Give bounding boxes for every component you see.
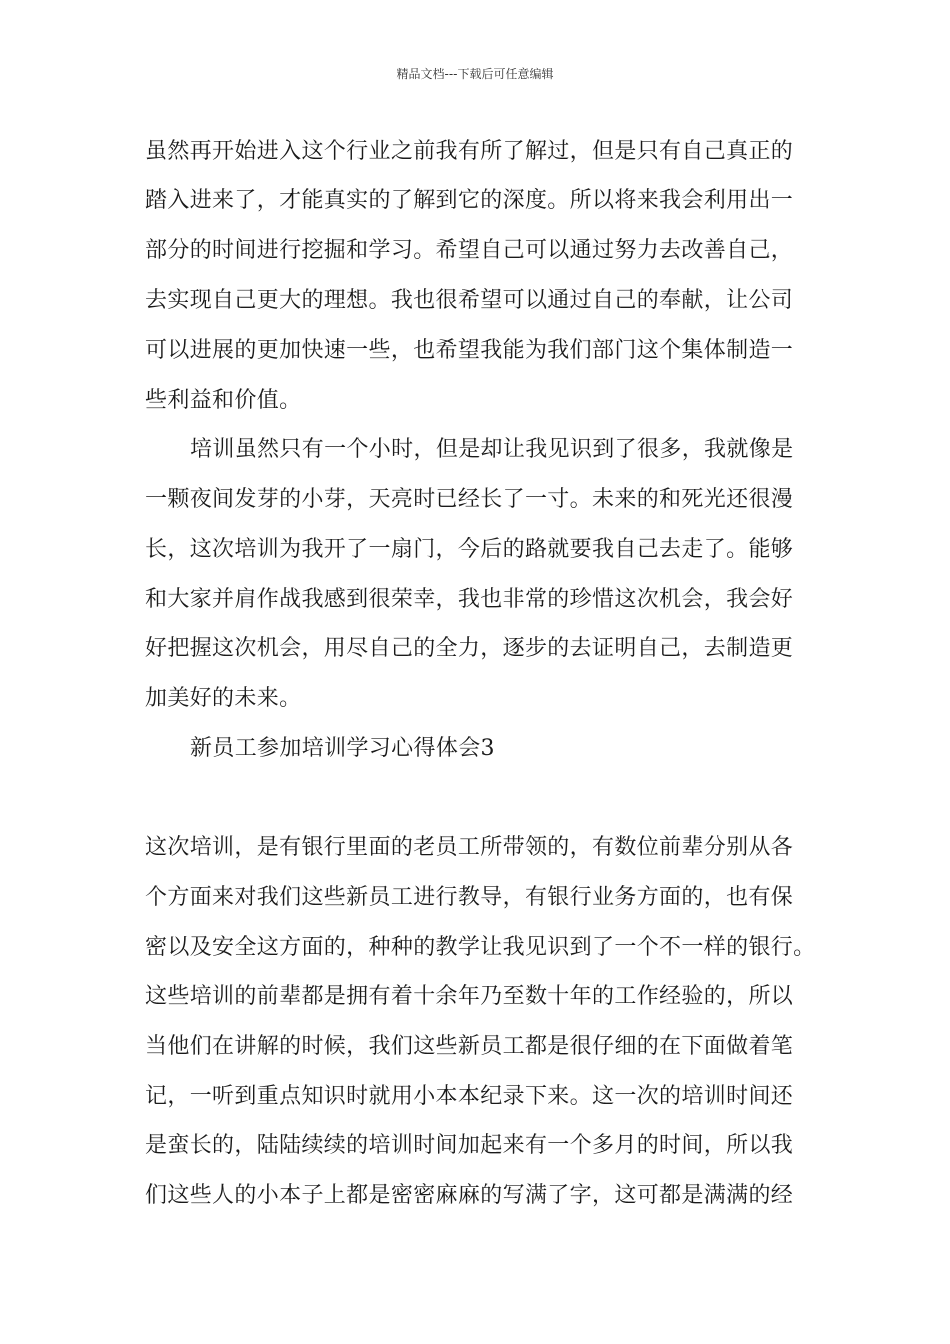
paragraph-line: 们这些人的小本子上都是密密麻麻的写满了字，这可都是满满的经 xyxy=(145,1183,794,1208)
paragraph-line: 记，一听到重点知识时就用小本本纪录下来。这一次的培训时间还 xyxy=(145,1084,794,1109)
paragraph-line: 去实现自己更大的理想。我也很希望可以通过自己的奉献，让公司 xyxy=(145,288,794,313)
paragraph-line: 这些培训的前辈都是拥有着十余年乃至数十年的工作经验的，所以 xyxy=(145,984,794,1009)
paragraph-line: 当他们在讲解的时候，我们这些新员工都是很仔细的在下面做着笔 xyxy=(145,1034,794,1059)
paragraph-line: 一颗夜间发芽的小芽，天亮时已经长了一寸。未来的和死光还很漫 xyxy=(145,487,794,512)
paragraph-line: 踏入进来了，才能真实的了解到它的深度。所以将来我会利用出一 xyxy=(145,188,794,213)
paragraph-line: 些利益和价值。 xyxy=(145,388,302,413)
paragraph-line: 这次培训，是有银行里面的老员工所带领的，有数位前辈分别从各 xyxy=(145,835,794,860)
paragraph-line: 好把握这次机会，用尽自己的全力，逐步的去证明自己，去制造更 xyxy=(145,636,794,661)
paragraph-line: 可以进展的更加快速一些，也希望我能为我们部门这个集体制造一 xyxy=(145,338,794,363)
paragraph-line: 加美好的未来。 xyxy=(145,686,302,711)
paragraph-line: 长，这次培训为我开了一扇门，今后的路就要我自己去走了。能够 xyxy=(145,537,794,562)
paragraph-line: 密以及安全这方面的，种种的教学让我见识到了一个不一样的银行。 xyxy=(145,935,816,960)
page-header: 精品文档---下载后可任意编辑 xyxy=(396,67,554,81)
paragraph-line: 虽然再开始进入这个行业之前我有所了解过，但是只有自己真正的 xyxy=(145,139,794,164)
paragraph-line: 个方面来对我们这些新员工进行教导，有银行业务方面的，也有保 xyxy=(145,885,794,910)
paragraph-line: 是蛮长的，陆陆续续的培训时间加起来有一个多月的时间，所以我 xyxy=(145,1133,794,1158)
paragraph-line: 部分的时间进行挖掘和学习。希望自己可以通过努力去改善自己， xyxy=(145,238,794,263)
paragraph-line: 和大家并肩作战我感到很荣幸，我也非常的珍惜这次机会，我会好 xyxy=(145,587,794,612)
section-heading: 新员工参加培训学习心得体会3 xyxy=(190,736,495,761)
paragraph-line: 培训虽然只有一个小时，但是却让我见识到了很多，我就像是 xyxy=(190,437,794,462)
